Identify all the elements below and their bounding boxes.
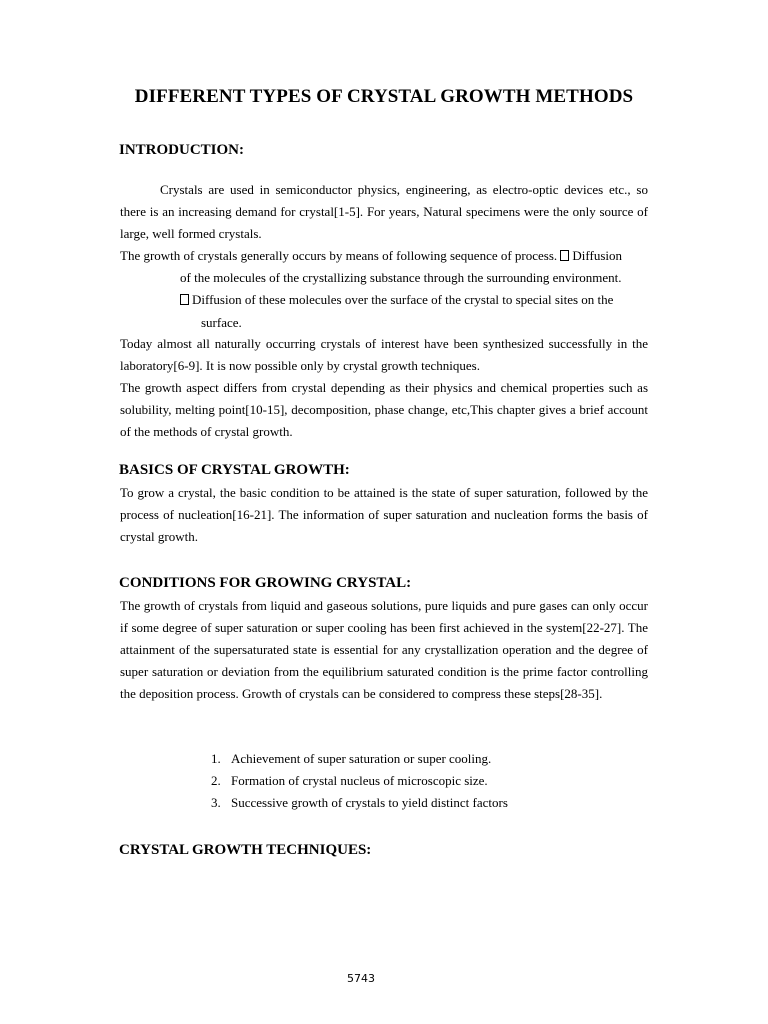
intro-paragraph-3: Today almost all naturally occurring crystals of interest have been synthesized successfully in the laboratory[6-9]. It is now possible only by crystal growth techniques. xyxy=(120,336,648,373)
square-bullet-icon xyxy=(560,250,569,261)
list-item-number: 3. xyxy=(211,795,221,810)
intro-bullet-2-text: Diffusion of these molecules over the surface of the crystal to special sites on the xyxy=(192,292,614,307)
list-item-text: Successive growth of crystals to yield distinct factors xyxy=(231,795,508,810)
list-item-text: Formation of crystal nucleus of microscopic size. xyxy=(231,773,488,788)
list-item xyxy=(211,748,508,770)
section-heading-basics: BASICS OF CRYSTAL GROWTH: xyxy=(119,462,350,478)
intro-paragraph-2-lead: The growth of crystals generally occurs by means of following sequence of process. xyxy=(120,248,561,263)
intro-paragraph-1: Crystals are used in semiconductor physics, engineering, as electro-optic devices etc., so there is an increasing demand for crystal[1-5]. For years, Natural specimens were the only source of large, well formed crystals. xyxy=(120,182,648,241)
intro-paragraph-2-line-1 xyxy=(120,245,622,267)
intro-bullet-2 xyxy=(180,289,648,311)
section-heading-introduction: INTRODUCTION: xyxy=(119,142,245,158)
intro-bullet-1-continuation: of the molecules of the crystallizing substance through the surrounding environment. xyxy=(180,270,622,285)
list-item-number: 1. xyxy=(211,751,221,766)
intro-paragraph-4: The growth aspect differs from crystal depending as their physics and chemical properties such as solubility, melting point[10-15], decomposition, phase change, etc,This chapter gives a brief account of the methods of crystal growth. xyxy=(120,380,648,439)
basics-paragraph: To grow a crystal, the basic condition to be attained is the state of super saturation, followed by the process of nucleation[16-21]. The information of super saturation and nucleation forms the basis of crystal growth. xyxy=(120,485,648,544)
list-item xyxy=(211,770,508,792)
intro-bullet-2-continuation: surface. xyxy=(201,315,242,330)
conditions-paragraph: The growth of crystals from liquid and gaseous solutions, pure liquids and pure gases can only occur if some degree of super saturation or super cooling has been first achieved in the system[22-27]. The attainment of the supersaturated state is essential for any crystallization operation and the degree of super saturation or deviation from the equilibrium saturated condition is the prime factor controlling the deposition process. Growth of crystals can be considered to compress these steps[28-35]. xyxy=(120,598,648,701)
square-bullet-icon xyxy=(180,294,189,305)
list-item-text: Achievement of super saturation or super cooling. xyxy=(231,751,492,766)
section-heading-techniques: CRYSTAL GROWTH TECHNIQUES: xyxy=(119,842,372,858)
section-heading-conditions: CONDITIONS FOR GROWING CRYSTAL: xyxy=(119,575,412,591)
growth-steps-list xyxy=(211,748,508,814)
intro-bullet-1-start: Diffusion xyxy=(572,248,623,263)
list-item-number: 2. xyxy=(211,773,221,788)
page-title: DIFFERENT TYPES OF CRYSTAL GROWTH METHODS xyxy=(134,86,634,107)
page-number: 5743 xyxy=(347,972,375,985)
list-item xyxy=(211,792,508,814)
